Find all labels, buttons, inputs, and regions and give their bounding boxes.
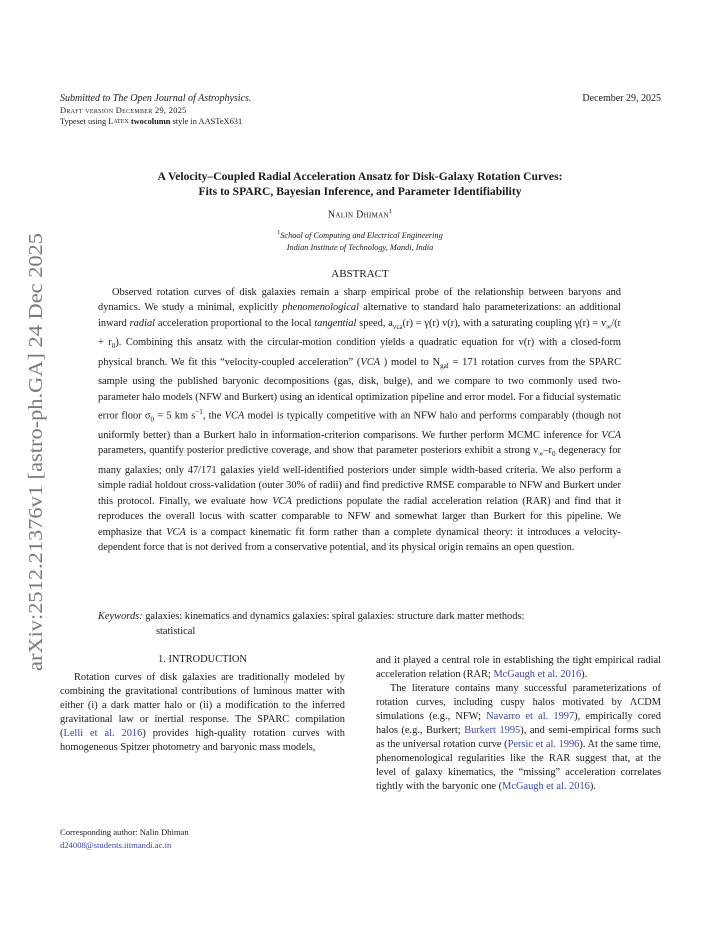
keywords [98,609,621,640]
typeset-line [60,116,460,128]
draft-version-line: Draft version December 29, 2025 [60,106,187,115]
submitted-line: Submitted to The Open Journal of Astrophysics. [60,93,252,104]
keywords-text: galaxies: kinematics and dynamics galaxies: spiral galaxies: structure dark matter methods: [142,611,525,622]
abstract-body: Observed rotation curves of disk galaxies remain a sharp empirical probe of the relationship between baryons and dynamics. We study a minimal, explicitly phenomenological alternative to standard halo parameterizations: an additional inward radial acceleration proportional to the local tangential speed, $a_{vca}(r) = \gamma(r)$ v(r), with a saturating coupling $\gamma(r) = v_\infty/(r + r_0)$. Combining this ansatz with the circular-motion condition yields a quadratic equation for v(r) with a closed-form physical branch. We fit this “velocity-coupled acceleration” (VCA ) model to $N_{gal} = 171$ rotation curves from the SPARC sample using the published baryonic decompositions (gas, disk, bulge), and we compare to two commonly used two-parameter halo models (NFW and Burkert) using an identical optimization pipeline and error model. For a fiducial systematic error floor $\sigma_0 = 5$ km $s^{-1}$, the VCA model is typically competitive with an NFW halo and performs comparably (though not uniformly better) than a Burkert halo in information-criterion comparisons. We further perform MCMC inference for VCA parameters, quantify posterior predictive coverage, and show that parameter posteriors exhibit a strong $v_\infty-r_0$ degeneracy for many galaxies; only 47/171 galaxies yield well-identified posteriors under simple width-based criteria. We also perform a simple radial holdout cross-validation (outer 30% of radii) and find predictive RMSE comparable to NFW and Burkert under this protocol. Finally, we evaluate how VCA predictions populate the radial acceleration relation (RAR) and find that it reproduces the overall locus with scatter comparable to NFW and somewhat larger than Burkert for this pipeline. We emphasize that VCA is a compact kinematic fit form rather than a complete dynamical theory: it introduces a velocity-dependent force that is not derived from a conservative potential, and its physical origin remains an open question. [98,287,621,553]
section-heading-introduction: 1. INTRODUCTION [158,654,247,665]
typeset-bold: twocolumn [130,117,171,126]
left-column [60,671,345,755]
typeset-pre: Typeset using L [60,117,114,126]
arxiv-stamp-svg [20,232,50,672]
affiliation [60,227,660,254]
running-header [60,93,460,128]
intro-paragraph-2: The literature contains many successful parameterizations of rotation curves, including cuspy halos motivated by ΛCDM simulations (e.g., NFW; Navarro et al. 1997), empirically cored halos (e.g., Burkert; Burkert 1995), and semi-empirical forms such as the universal rotation curve (Persic et al. 1996). At the same time, phenomenological regularities like the RAR suggest that, at the level of galaxy kinematics, the “missing” acceleration correlates tightly with the baryonic one (McGaugh et al. 2016). [376,683,662,792]
arxiv-side-stamp [20,232,50,672]
citation-link-burkert[interactable]: Burkert 1995 [464,725,521,736]
title-line-1: A Velocity–Coupled Radial Acceleration Ansatz for Disk-Galaxy Rotation Curves: [157,170,563,183]
title-line-2: Fits to SPARC, Bayesian Inference, and Parameter Identifiability [198,185,522,198]
intro-paragraph-1: Rotation curves of disk galaxies are traditionally modeled by combining the gravitational contributions of luminous matter with either (i) a dark matter halo or (ii) a modification to the inferred gravitational law or inertial response. The SPARC compilation (Lelli et al. 2016) provides high-quality rotation curves with homogeneous Spitzer photometry and baryonic mass models, [60,672,345,753]
author-name: Nalin Dhiman [327,209,389,221]
affiliation-line-2: Indian Institute of Technology, Mandi, India [286,242,434,252]
header-date: December 29, 2025 [582,93,661,104]
citation-link-lelli[interactable]: Lelli et al. 2016 [63,728,143,739]
intro-paragraph-cont: and it played a central role in establishing the tight empirical radial acceleration relation (RAR; McGaugh et al. 2016). [376,655,661,680]
keywords-label: Keywords: [98,611,143,622]
arxiv-stamp-text: arXiv:2512.21376v1 [astro-ph.GA] 24 Dec 2025 [26,289,47,671]
citation-link-navarro[interactable]: Navarro et al. 1997 [486,711,575,722]
citation-link-mcgaugh-1[interactable]: McGaugh et al. 2016 [493,669,582,680]
corresponding-label: Corresponding author: Nalin Dhiman [60,827,189,837]
author-line [60,208,660,220]
typeset-post: style in AASTeX631 [170,117,243,126]
corresponding-author [60,826,345,852]
affiliation-sup: 1 [277,230,281,236]
citation-link-persic[interactable]: Persic et al. 1996 [507,739,580,750]
author-sup: 1 [388,208,393,215]
paper-title [60,169,660,199]
corresponding-email-link[interactable]: d24008@students.iitmandi.ac.in [60,840,172,850]
keywords-text-2: statistical [156,626,196,638]
abstract-heading: ABSTRACT [331,268,389,280]
citation-link-mcgaugh-2[interactable]: McGaugh et al. 2016 [502,781,590,792]
affiliation-line-1: School of Computing and Electrical Engineering [280,230,443,240]
right-column [376,654,661,794]
typeset-latex: ATEX [113,119,129,125]
